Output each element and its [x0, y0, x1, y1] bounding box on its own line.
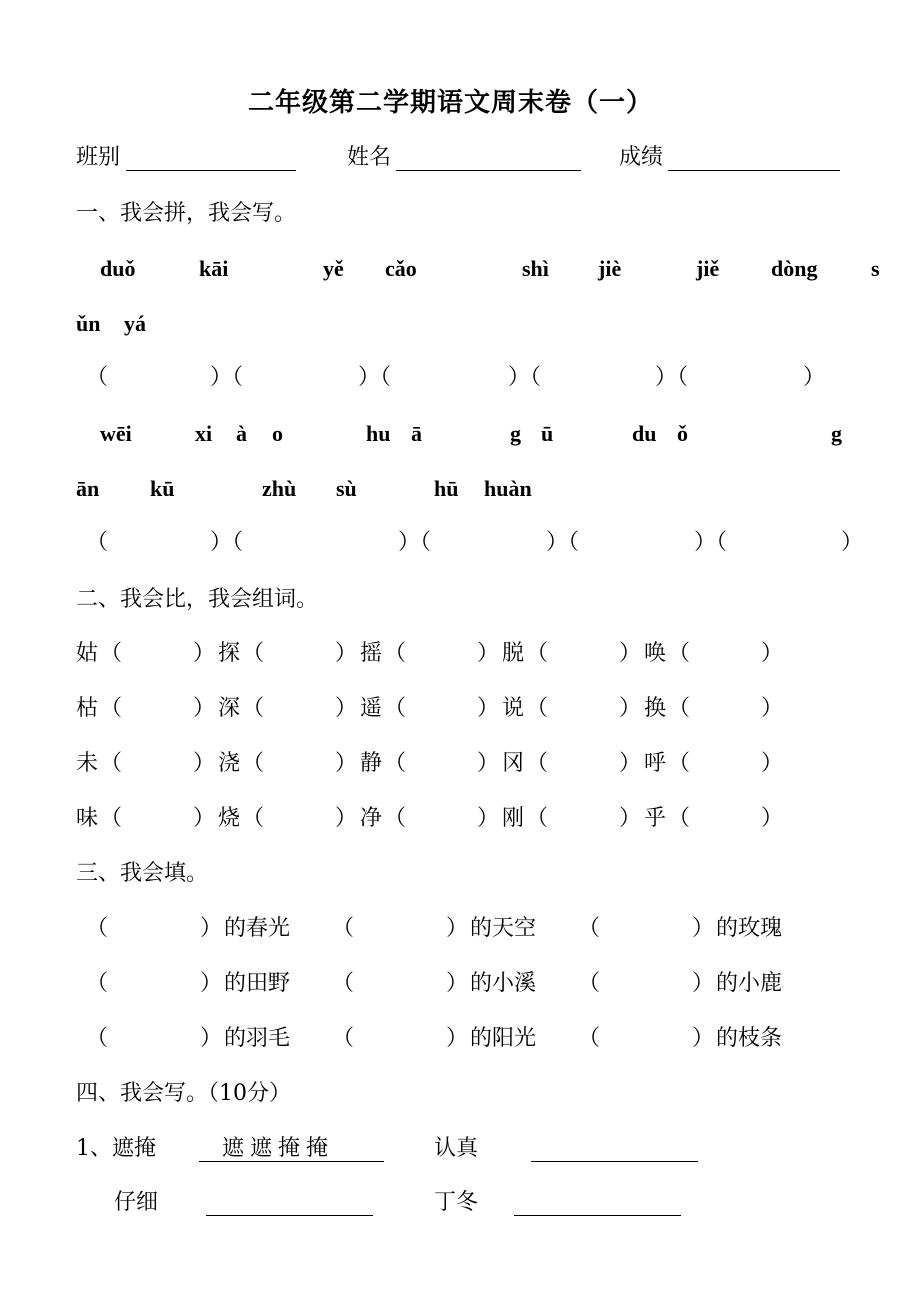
answer-bracket[interactable]: ）: [692, 1026, 715, 1051]
char: 姑: [76, 641, 99, 666]
answer-bracket[interactable]: （: [526, 696, 549, 721]
pinyin: jiě: [696, 256, 720, 281]
pinyin: cǎo: [385, 256, 417, 281]
pinyin: wēi: [100, 421, 132, 446]
phrase: 的田野: [224, 971, 291, 996]
answer-bracket[interactable]: （: [578, 1026, 601, 1051]
answer-bracket[interactable]: ）（: [210, 365, 244, 390]
answer-bracket[interactable]: ）: [477, 751, 500, 776]
answer-bracket[interactable]: （: [242, 806, 265, 831]
pinyin: huàn: [484, 476, 532, 501]
answer-bracket[interactable]: （: [332, 1026, 355, 1051]
answer-bracket[interactable]: ）: [446, 916, 469, 941]
phrase: 的玫瑰: [716, 916, 783, 941]
char: 探: [218, 641, 241, 666]
char: 乎: [644, 806, 667, 831]
answer-bracket[interactable]: ）（: [358, 365, 392, 390]
answer-bracket[interactable]: （: [526, 751, 549, 776]
answer-bracket[interactable]: ）: [761, 641, 784, 666]
phrase: 的小溪: [470, 971, 537, 996]
answer-bracket[interactable]: （: [100, 696, 123, 721]
char: 烧: [218, 806, 241, 831]
section1-heading: 一、我会拼，我会写。: [76, 201, 297, 226]
answer-bracket[interactable]: （: [86, 1026, 109, 1051]
pinyin: ū: [541, 421, 554, 446]
answer-bracket[interactable]: ）: [477, 806, 500, 831]
answer-bracket[interactable]: ）（: [655, 365, 689, 390]
phrase: 的春光: [224, 916, 291, 941]
score-field[interactable]: [668, 170, 840, 171]
answer-bracket[interactable]: （: [668, 641, 691, 666]
pinyin: ǔn: [76, 311, 101, 336]
answer-bracket[interactable]: （: [384, 806, 407, 831]
answer-bracket[interactable]: ）: [619, 806, 642, 831]
answer-bracket[interactable]: （: [526, 641, 549, 666]
answer-bracket[interactable]: ）: [803, 365, 826, 390]
section3-heading: 三、我会填。: [76, 861, 209, 886]
answer-bracket[interactable]: （: [86, 916, 109, 941]
answer-bracket[interactable]: ）（: [210, 530, 244, 555]
pinyin: à: [236, 421, 247, 446]
phrase: 的枝条: [716, 1026, 783, 1051]
answer-bracket[interactable]: ）: [761, 751, 784, 776]
answer-bracket[interactable]: ）: [200, 1026, 223, 1051]
answer-bracket[interactable]: ）: [477, 696, 500, 721]
section2-heading: 二、我会比，我会组词。: [76, 587, 319, 612]
answer-line[interactable]: [199, 1161, 384, 1162]
char: 脱: [502, 641, 525, 666]
section4-heading: 四、我会写。（10分）: [76, 1081, 291, 1106]
answer-bracket[interactable]: ）: [335, 696, 358, 721]
answer-bracket[interactable]: ）: [446, 971, 469, 996]
answer-bracket[interactable]: ）: [193, 806, 216, 831]
pinyin: dòng: [771, 256, 818, 281]
answer-line[interactable]: [531, 1161, 698, 1162]
phrase: 的阳光: [470, 1026, 537, 1051]
char: 未: [76, 751, 99, 776]
answer-bracket[interactable]: （: [332, 971, 355, 996]
char: 浇: [218, 751, 241, 776]
answer-bracket[interactable]: ）: [761, 696, 784, 721]
answer-line[interactable]: [514, 1215, 681, 1216]
answer-bracket[interactable]: ）: [477, 641, 500, 666]
answer-bracket[interactable]: ）: [841, 530, 864, 555]
pinyin: o: [272, 421, 283, 446]
answer-bracket[interactable]: （: [242, 751, 265, 776]
pinyin: ā: [411, 421, 422, 446]
pinyin: ǒ: [677, 421, 688, 446]
answer-bracket[interactable]: ）（: [694, 530, 728, 555]
answer-bracket[interactable]: （: [86, 365, 109, 390]
answer-bracket[interactable]: （: [578, 971, 601, 996]
answer-bracket[interactable]: （: [100, 806, 123, 831]
pinyin: g: [510, 421, 521, 446]
item-number: 1、: [76, 1136, 112, 1161]
answer-bracket[interactable]: （: [578, 916, 601, 941]
answer-bracket[interactable]: （: [384, 641, 407, 666]
answer-bracket[interactable]: ）（: [398, 530, 432, 555]
answer-bracket[interactable]: ）: [200, 971, 223, 996]
pinyin: shì: [522, 256, 549, 281]
answer-bracket[interactable]: （: [668, 696, 691, 721]
answer-bracket[interactable]: ）: [335, 641, 358, 666]
pinyin: kāi: [199, 256, 229, 281]
answer-bracket[interactable]: （: [668, 806, 691, 831]
answer-bracket[interactable]: ）: [446, 1026, 469, 1051]
answer-bracket[interactable]: （: [242, 696, 265, 721]
answer-bracket[interactable]: （: [332, 916, 355, 941]
answer-bracket[interactable]: ）: [193, 641, 216, 666]
name-label: 姓名: [347, 145, 392, 170]
answer-bracket[interactable]: ）: [619, 641, 642, 666]
char: 静: [360, 751, 383, 776]
char: 枯: [76, 696, 99, 721]
pinyin: jiè: [598, 256, 622, 281]
page-title: 二年级第二学期语文周末卷（一）: [248, 88, 654, 118]
name-field[interactable]: [396, 170, 581, 171]
pinyin: hu: [366, 421, 391, 446]
char: 换: [644, 696, 667, 721]
answer-bracket[interactable]: （: [100, 751, 123, 776]
class-field[interactable]: [126, 170, 296, 171]
score-label: 成绩: [619, 145, 664, 170]
pinyin: xi: [195, 421, 213, 446]
answer-bracket[interactable]: （: [668, 751, 691, 776]
char: 呼: [644, 751, 667, 776]
answer-bracket[interactable]: ）（: [546, 530, 580, 555]
answer-bracket[interactable]: ）: [692, 971, 715, 996]
sample-answer: 遮遮掩掩: [222, 1136, 335, 1161]
answer-bracket[interactable]: ）: [619, 696, 642, 721]
word: 遮掩: [112, 1136, 157, 1161]
answer-bracket[interactable]: （: [242, 641, 265, 666]
word: 仔细: [114, 1190, 159, 1215]
answer-bracket[interactable]: ）: [335, 806, 358, 831]
pinyin: du: [632, 421, 657, 446]
answer-bracket[interactable]: （: [526, 806, 549, 831]
pinyin: sù: [336, 476, 357, 501]
answer-bracket[interactable]: （: [86, 530, 109, 555]
char: 遥: [360, 696, 383, 721]
pinyin: duǒ: [100, 256, 136, 281]
answer-bracket[interactable]: ）: [761, 806, 784, 831]
char: 深: [218, 696, 241, 721]
answer-bracket[interactable]: ）: [619, 751, 642, 776]
char: 刚: [502, 806, 525, 831]
answer-bracket[interactable]: ）: [692, 916, 715, 941]
pinyin: hū: [434, 476, 459, 501]
class-label: 班别: [76, 145, 121, 170]
answer-bracket[interactable]: （: [384, 751, 407, 776]
pinyin: s: [871, 256, 880, 281]
pinyin: ān: [76, 476, 100, 501]
char: 味: [76, 806, 99, 831]
pinyin: yá: [124, 311, 146, 336]
phrase: 的天空: [470, 916, 537, 941]
answer-bracket[interactable]: （: [384, 696, 407, 721]
answer-line[interactable]: [206, 1215, 373, 1216]
pinyin: zhù: [262, 476, 297, 501]
char: 说: [502, 696, 525, 721]
answer-bracket[interactable]: （: [100, 641, 123, 666]
word: 认真: [434, 1136, 479, 1161]
char: 摇: [360, 641, 383, 666]
char: 冈: [502, 751, 525, 776]
answer-bracket[interactable]: ）: [193, 696, 216, 721]
answer-bracket[interactable]: ）: [335, 751, 358, 776]
answer-bracket[interactable]: （: [86, 971, 109, 996]
phrase: 的羽毛: [224, 1026, 291, 1051]
pinyin: kū: [150, 476, 175, 501]
phrase: 的小鹿: [716, 971, 783, 996]
answer-bracket[interactable]: ）: [193, 751, 216, 776]
pinyin: yě: [323, 256, 344, 281]
answer-bracket[interactable]: ）（: [508, 365, 542, 390]
pinyin: g: [831, 421, 842, 446]
char: 唤: [644, 641, 667, 666]
char: 净: [360, 806, 383, 831]
answer-bracket[interactable]: ）: [200, 916, 223, 941]
word: 丁冬: [434, 1190, 479, 1215]
